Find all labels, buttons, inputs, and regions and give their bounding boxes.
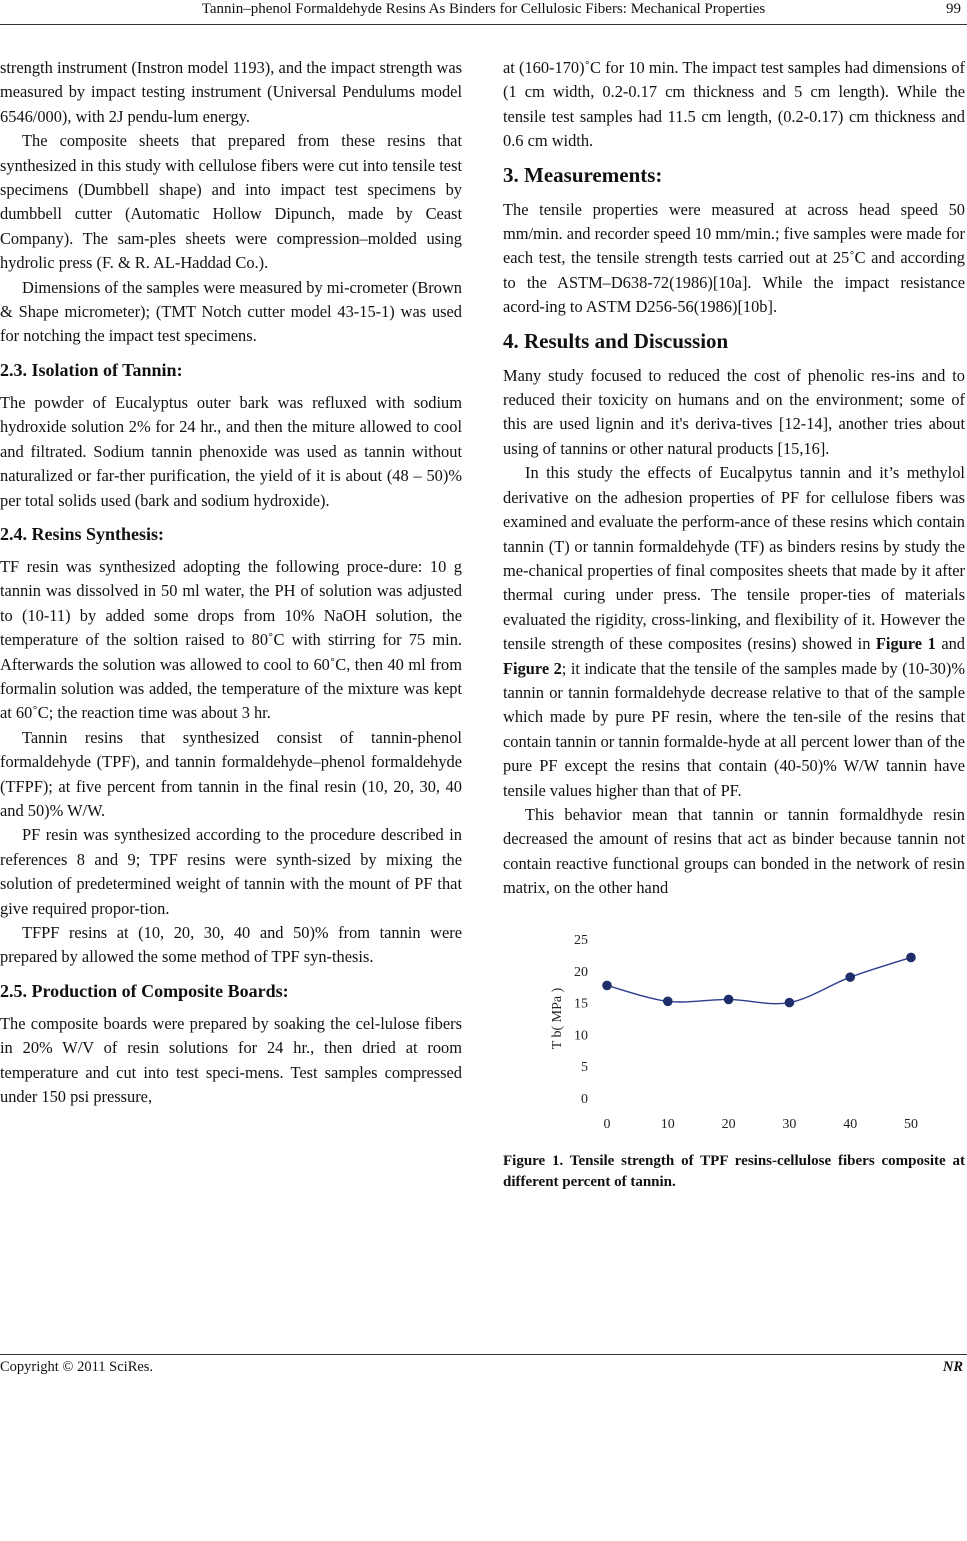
footer-rule <box>0 1354 967 1355</box>
data-point <box>906 952 916 962</box>
paragraph-instruments: strength instrument (Instron model 1193), and the impact strength was measured by impact testing instrument (Universal Pendulums model 6546/000), with 2J pendu-lum energy. <box>0 58 462 126</box>
data-point <box>602 980 612 990</box>
y-tick-label: 10 <box>574 1027 588 1043</box>
x-tick-label: 0 <box>603 1116 611 1132</box>
left-column <box>0 56 462 1109</box>
heading-isolation-of-tannin: 2.3. Isolation of Tannin: <box>0 359 183 380</box>
y-tick-label: 15 <box>574 996 588 1012</box>
text-segment: and <box>935 634 965 654</box>
figure-1-ref[interactable]: Figure 1 <box>875 634 936 654</box>
copyright-notice: Copyright © 2011 SciRes. <box>0 1359 154 1375</box>
heading-resins-synthesis: 2.4. Resins Synthesis: <box>0 523 165 544</box>
page-number: 99 <box>946 1 961 17</box>
x-tick-label: 30 <box>782 1116 797 1132</box>
paragraph-tfpf-resins: TFPF resins at (10, 20, 30, 40 and 50)% from tannin were prepared by allowed the some method of TPF syn-thesis. <box>0 923 462 967</box>
y-tick-label: 5 <box>581 1059 588 1075</box>
y-tick-label: 0 <box>581 1091 588 1107</box>
data-point <box>785 997 795 1007</box>
x-tick-label: 40 <box>843 1116 858 1132</box>
heading-results-discussion: 4. Results and Discussion <box>503 328 729 353</box>
paragraph-tannin-resins: Tannin resins that synthesized consist of tannin-phenol formaldehyde (TPF), and tannin formaldehyde–phenol formaldehyde (TFPF); at five percent from tannin in the final resin (10, 20, 30, 40 and 50)% W/W. <box>0 727 462 820</box>
paragraph-impact-samples: at (160-170)˚C for 10 min. The impact test samples had dimensions of (1 cm width, 0.2-0.17 cm thickness and 5 cm length). While the tensile test samples had 11.5 cm length, (0.2-0.17) cm thickness and 0.6 cm width. <box>503 58 965 151</box>
data-point <box>724 994 734 1004</box>
y-axis-label: T b( MPa ) <box>550 987 565 1049</box>
data-point <box>845 972 855 982</box>
heading-measurements: 3. Measurements: <box>503 162 663 187</box>
journal-abbrev: NR <box>942 1359 963 1375</box>
paragraph-composite-sheets: The composite sheets that prepared from these resins that synthesized in this study with cellulose fibers were cut into tensile test specimens (Dumbbell shape) and into impact test specimens by dumbbell cutter (Automatic Hollow Dipunch, made by Ceast Company). The sam-ples sheets were compression–molded using hydrolic press (F. & R. AL-Haddad Co.). <box>0 131 462 273</box>
paragraph-cost-study: Many study focused to reduced the cost of phenolic res-ins and to reduced their toxicity on humans and on the environment; some of this are used lignin and it's deriva-tives [12-14], another tries about using of tannins or other natural products [15,16]. <box>503 365 965 458</box>
running-title: Tannin–phenol Formaldehyde Resins As Binders for Cellulosic Fibers: Mechanical Properties <box>201 1 766 17</box>
x-tick-label: 10 <box>660 1116 675 1132</box>
page-header <box>0 0 967 30</box>
paragraph-dimensions: Dimensions of the samples were measured by mi-crometer (Brown & Shape micrometer); (TMT Notch cutter model 43-15-1) was used for notching the impact test specimens. <box>0 277 462 346</box>
text-segment: ; it indicate that the tensile of the samples made by (10-30)% tannin or tannin formaldehyde decrease relative to that of the sample which made by pure PF resin, where the ten-sile of the resins that contain tannin or tannin formalde-hyde at all percent lower than of the pure PF except the resins that contain (40-50)% W/W tannin have tensile values higher than that of PF. <box>503 658 965 800</box>
paragraph-isolation: The powder of Eucalyptus outer bark was refluxed with sodium hydroxide solution 2% for 24 hr., and then the miture allowed to cool and filtrated. Sodium tannin phenoxide was used as tannin without naturalized or far-ther purification, the yield of it is about (48 – 50)% per total solids used (bark and sodium hydroxide). <box>0 392 462 510</box>
x-tick-label: 50 <box>904 1116 918 1132</box>
figure-caption: Figure 1. Tensile strength of TPF resins-cellulose fibers composite at different percent of tannin. <box>503 1152 965 1190</box>
figure-1 <box>503 901 965 1541</box>
paragraph-tf-resin: TF resin was synthesized adopting the following proce-dure: 10 g tannin was dissolved in 50 ml water, the PH of solution was adjusted to (10-11) by added some drops from 10% NaOH solution, the temperature of the soltion raised to 80˚C with stirring for 75 min. Afterwards the solution was allowed to cool to 60˚C, then 40 ml from formalin solution was added, the temperature of the mixture was kept at 60˚C; the reaction time was about 3 hr. <box>0 556 462 723</box>
y-tick-label: 25 <box>574 932 588 948</box>
paragraph-pf-resin: PF resin was synthesized according to the procedure described in references 8 and 9; TPF resins were synth-sized by mixing the solution of predetermined weight of tannin with the mount of PF that give required propor-tion. <box>0 825 462 918</box>
paragraph-production: The composite boards were prepared by soaking the cel-lulose fibers in 20% W/V of resin solutions for 24 hr., then dried at room temperature and cut into test speci-mens. Test samples compressed under 150 psi pressure, <box>0 1013 462 1107</box>
x-tick-label: 20 <box>721 1116 736 1132</box>
text-segment: In this study the effects of Eucalpytus tannin and it’s methylol derivative on the adhesion properties of PF for cellulose fibers was examined and evaluate the perform-ance of these resins which contain tannin (T) or tannin formaldehyde (TF) as binders resins by study the me-chanical properties of final composites sheets that made by it after thermal curing under press. The tensile proper-ties of materials evaluated the rigidity, cross-linking, and flexibility of it. However the tensile strength of these composites (resins) showed in <box>503 463 965 654</box>
paragraph-tensile-discussion <box>503 461 965 803</box>
heading-production-of-boards: 2.5. Production of Composite Boards: <box>0 980 289 1001</box>
figure-2-ref[interactable]: Figure 2 <box>503 658 562 678</box>
data-point <box>663 996 673 1006</box>
header-rule <box>0 24 967 25</box>
paragraph-measurements: The tensile properties were measured at across head speed 50 mm/min. and recorder speed 10 mm/min.; five samples were made for each test, the tensile strength tests carried out at 25˚C and according to the ASTM–D638-72(1986)[10a]. While the impact resistance acord-ing to ASTM D256-56(1986)[10b]. <box>503 199 965 317</box>
series-line <box>607 957 911 1003</box>
right-column <box>503 56 965 1541</box>
tensile-strength-chart <box>503 929 965 1149</box>
y-tick-label: 20 <box>574 964 588 980</box>
paragraph-behavior: This behavior mean that tannin or tannin formaldhyde resin decreased the amount of resins that act as binder because tannin not contain reactive functional groups can bonded in the network of resin matrix, on the other hand <box>503 804 965 898</box>
